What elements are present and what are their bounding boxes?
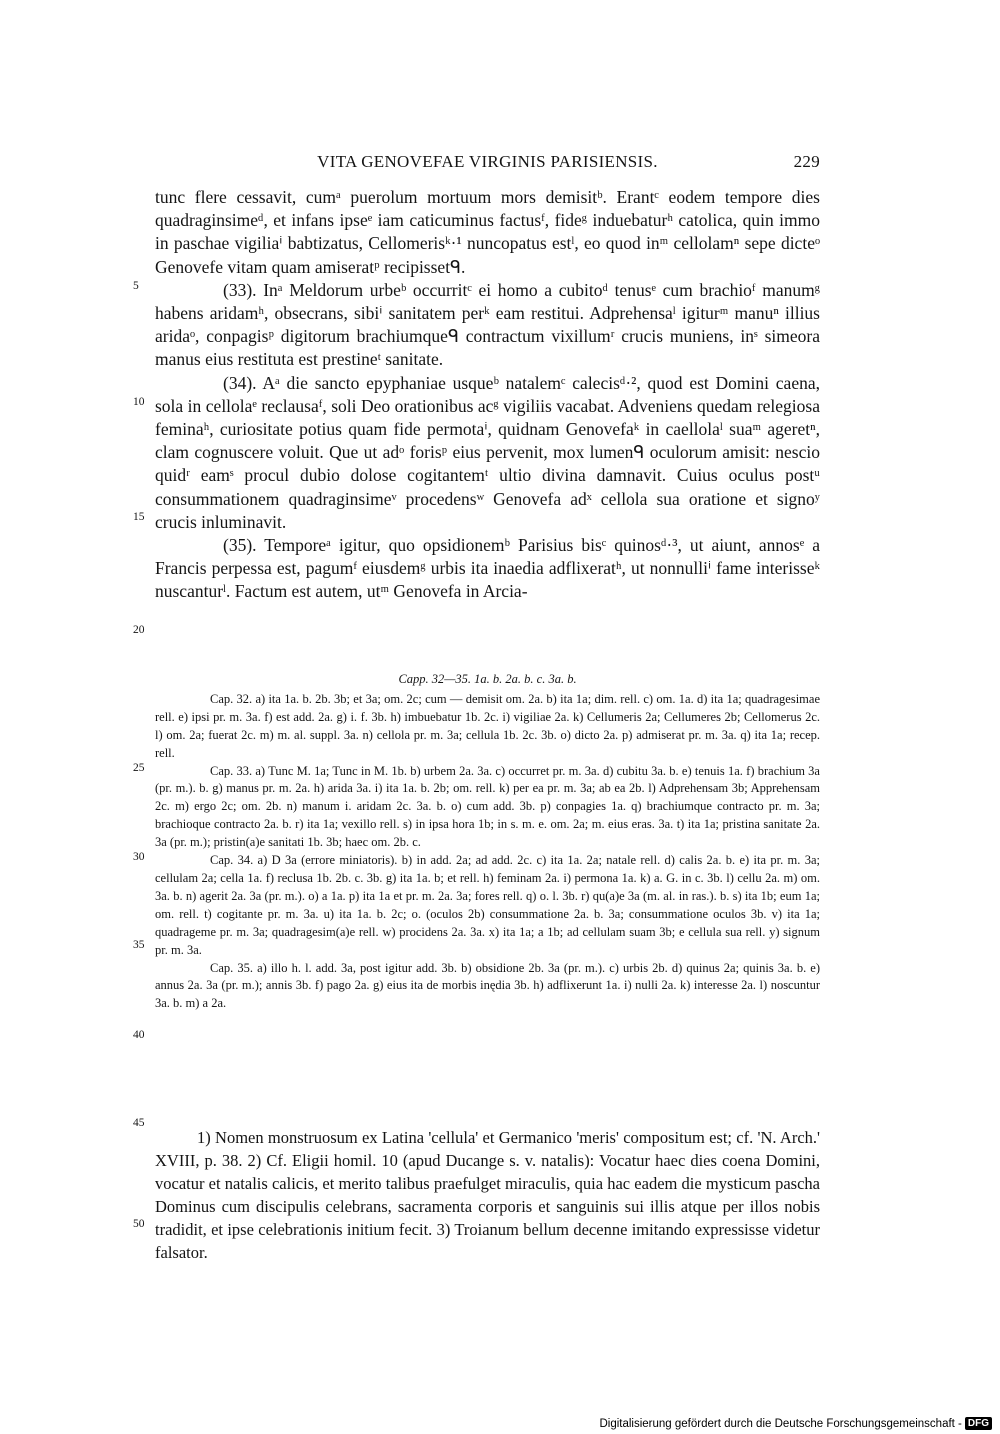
digitization-footer xyxy=(599,1417,992,1430)
line-number: 10 xyxy=(133,396,145,408)
footnote-text: 1) Nomen monstruosum ex Latina 'cellula' et Germanico 'meris' compositum est; cf. 'N. Arch.' XVIII, p. 38. 2) Cf. Eligii homil. 10 (apud Ducange s. v. natalis): Vocatur haec dies coena Domini, vocatur et natalis calicis, et merito talibus praefulget miraculis, quia hac eadem die mysticum pascha Dominus cum discipulis celebrans, sacramenta corporis et sanguinis sui illis atque per illos nobis tradidit, et ipse celebrationis initium fecit. 3) Troianum bellum decenne imitando expressisse videtur falsator. xyxy=(155,1128,820,1263)
apparatus-sigla: Capp. 32—35. 1a. b. 2a. b. c. 3a. b. xyxy=(398,672,577,686)
apparatus-cap-33: Cap. 33. a) Tunc M. 1a; Tunc in M. 1b. b) urbem 2a. 3a. c) occurret pr. m. 3a. d) cubitu 3a. b. e) tenuis 1a. f) brachium 3a (pr. m.). b. g) manus pr. m. 2a. h) arida 3a. i) ita 1a. b. 2b; om. rell. k) per ea pr. m. 3a; ab ea 2b. l) Adprehensam 3b; Apprehensam 2c. m) ergo 2c; om. 2b. n) manum i. aridam 2c. 3a. b. o) cum add. 3b. p) conpagies 1a. q) brachiumque contracto pr. m. 3a; brachioque contracto 2a. b. r) ita 1a; vexillo rell. s) in ipsa hora 1b; in s. m. e. om. 2a; m. eius eras. 3a. t) ita 1a; pristina sanitate 2a. 3a (pr. m.); pristin(a)e sanitati 1b. 3b; haec om. 2b. c. xyxy=(155,763,820,850)
line-number: 40 xyxy=(133,1029,145,1041)
paragraph-35: (35). Temporeᵃ igitur, quo opsidionemᵇ Parisius bisᶜ quinosᵈ·³, ut aiunt, annosᵉ a Francis perpessa est, pagumᶠ eiusdemᵍ urbis ita inaedia adflixeratʰ, ut nonnulliⁱ fame interisseᵏ nuscanturˡ. Factum est autem, utᵐ Genovefa in Arcia- xyxy=(155,535,820,602)
line-number: 35 xyxy=(133,939,145,951)
line-number: 50 xyxy=(133,1218,145,1230)
running-header xyxy=(155,152,820,178)
apparatus-cap-32: Cap. 32. a) ita 1a. b. 2b. 3b; et 3a; om. 2c; cum — demisit om. 2a. b) ita 1a; dim. rell. c) om. 1a. d) ita 1a; quadragesimae rell. e) ipsi pr. m. 3a. f) est add. 2a. g) i. f. 3b. h) imbuebatur 1b. 2c. i) vigiliae 2a. k) Cellumeris 2a; Cellumeres 2b; Cellomerus 2c. l) om. 2a; fuerat 2c. m) m. al. suppl. 3a. n) cellola pr. m. 3a; cellula 1b. 2c. 3b. o) dicto 2a. p) admiserat pr. m. 3a. q) ita 1a; recep. rell. xyxy=(155,691,820,760)
running-title: VITA GENOVEFAE VIRGINIS PARISIENSIS. xyxy=(317,152,658,171)
line-number: 15 xyxy=(133,511,145,523)
dfg-logo: DFG xyxy=(965,1417,992,1430)
digitization-credit: Digitalisierung gefördert durch die Deutsche Forschungsgemeinschaft - xyxy=(599,1417,962,1430)
line-number: 45 xyxy=(133,1117,145,1129)
critical-apparatus xyxy=(155,671,820,1013)
main-text xyxy=(155,186,820,604)
line-number: 25 xyxy=(133,762,145,774)
footnotes xyxy=(155,1126,820,1265)
paragraph-33: (33). Inᵃ Meldorum urbeᵇ occurritᶜ ei homo a cubitoᵈ tenusᵉ cum brachioᶠ manumᵍ habens aridamʰ, obsecrans, sibiⁱ sanitatem perᵏ eam restitui. Adprehensaˡ igiturᵐ manuⁿ illius aridaᵒ, conpagisᵖ digitorum brachiumqueᑫ contractum vixillumʳ crucis muniens, inˢ simeora manus eius restituta est prestineᵗ sanitate. xyxy=(155,279,820,370)
line-number: 20 xyxy=(133,624,145,636)
apparatus-cap-35: Cap. 35. a) illo h. l. add. 3a, post igitur add. 3b. b) obsidione 2b. 3a (pr. m.). c) urbis 2b. d) quinus 2a; quinis 3a. b. e) annus 2a. 3a (pr. m.); annis 3b. f) pago 2a. g) eius ita de morbis inędia 3b. h) adflixerunt 1a. i) nulli 2a. k) interesse 2a. l) noscuntur 3a. b. m) a 2a. xyxy=(155,960,820,1011)
page-number: 229 xyxy=(793,152,820,171)
line-number: 5 xyxy=(133,280,139,292)
paragraph-34: (34). Aᵃ die sancto epyphaniae usqueᵇ natalemᶜ calecisᵈ·², quod est Domini caena, sola in cellolaᵉ reclausaᶠ, soli Deo orationibus acᵍ vigiliis vacabat. Adveniens quedam relegiosa feminaʰ, curiositate potius quam fide permotaⁱ, quidnam Genovefaᵏ in caellolaˡ suaᵐ ageretⁿ, clam cognuscere voluit. Que ut adᵒ forisᵖ eius pervenit, mox lumenᑫ oculorum amisit: nescio quidʳ eamˢ procul dubio dolose cogitantemᵗ ultio divina damnavit. Cuius oculus postᵘ consummationem quadraginsimeᵛ procedensʷ Genovefa adˣ cellola sua oratione et signoʸ crucis inluminavit. xyxy=(155,372,820,532)
apparatus-cap-34: Cap. 34. a) D 3a (errore miniatoris). b) in add. 2a; ad add. 2c. c) ita 1a. 2a; natale rell. d) calis 2a. b. e) ita pr. m. 3a; cellulam 2a; cella 1a. f) reclusa 1b. 2b. c. 3b. g) ita 1a. b; et rell. h) feminam 2a. i) permona 1a. k) a. G. in c. 3b. l) cellu 2a. m) om. 3a. b. n) agerit 2a. 3a (pr. m.). o) a 1a. p) ita 1a et pr. m. 2a. 3a; fores rell. q) o. l. 3b. r) qu(a)e 3a (m. al. in ras.). b. s) ita 1b; eum 1a; om. rell. t) cogitante pr. m. 3a. u) ita 1a. b. 2c; o. (oculos 2b) consummatione 2a. b. 3a; consummatione oculos 3b. v) ita 1a; quadrageme pr. m. 3a; quadragesim(a)e rell. w) procidens 2a. 3a. x) ita 1a; a 1b; ad cellulam suam 3b; e cellula sua rell. y) signum pr. m. 3a. xyxy=(155,853,820,957)
paragraph-32-end: tunc flere cessavit, cumᵃ puerolum mortuum mors demisitᵇ. Erantᶜ eodem tempore dies quadraginsimeᵈ, et infans ipseᵉ iam caticuminus factusᶠ, fideᵍ induebaturʰ catolica, quin immo in paschae vigiliaⁱ babtizatus, Cellomerisᵏ·¹ nuncopatus estˡ, eo quod inᵐ cellolamⁿ sepe dicteᵒ Genovefe vitam quam amiseratᵖ recipissetᑫ. xyxy=(155,187,820,277)
line-number: 30 xyxy=(133,851,145,863)
